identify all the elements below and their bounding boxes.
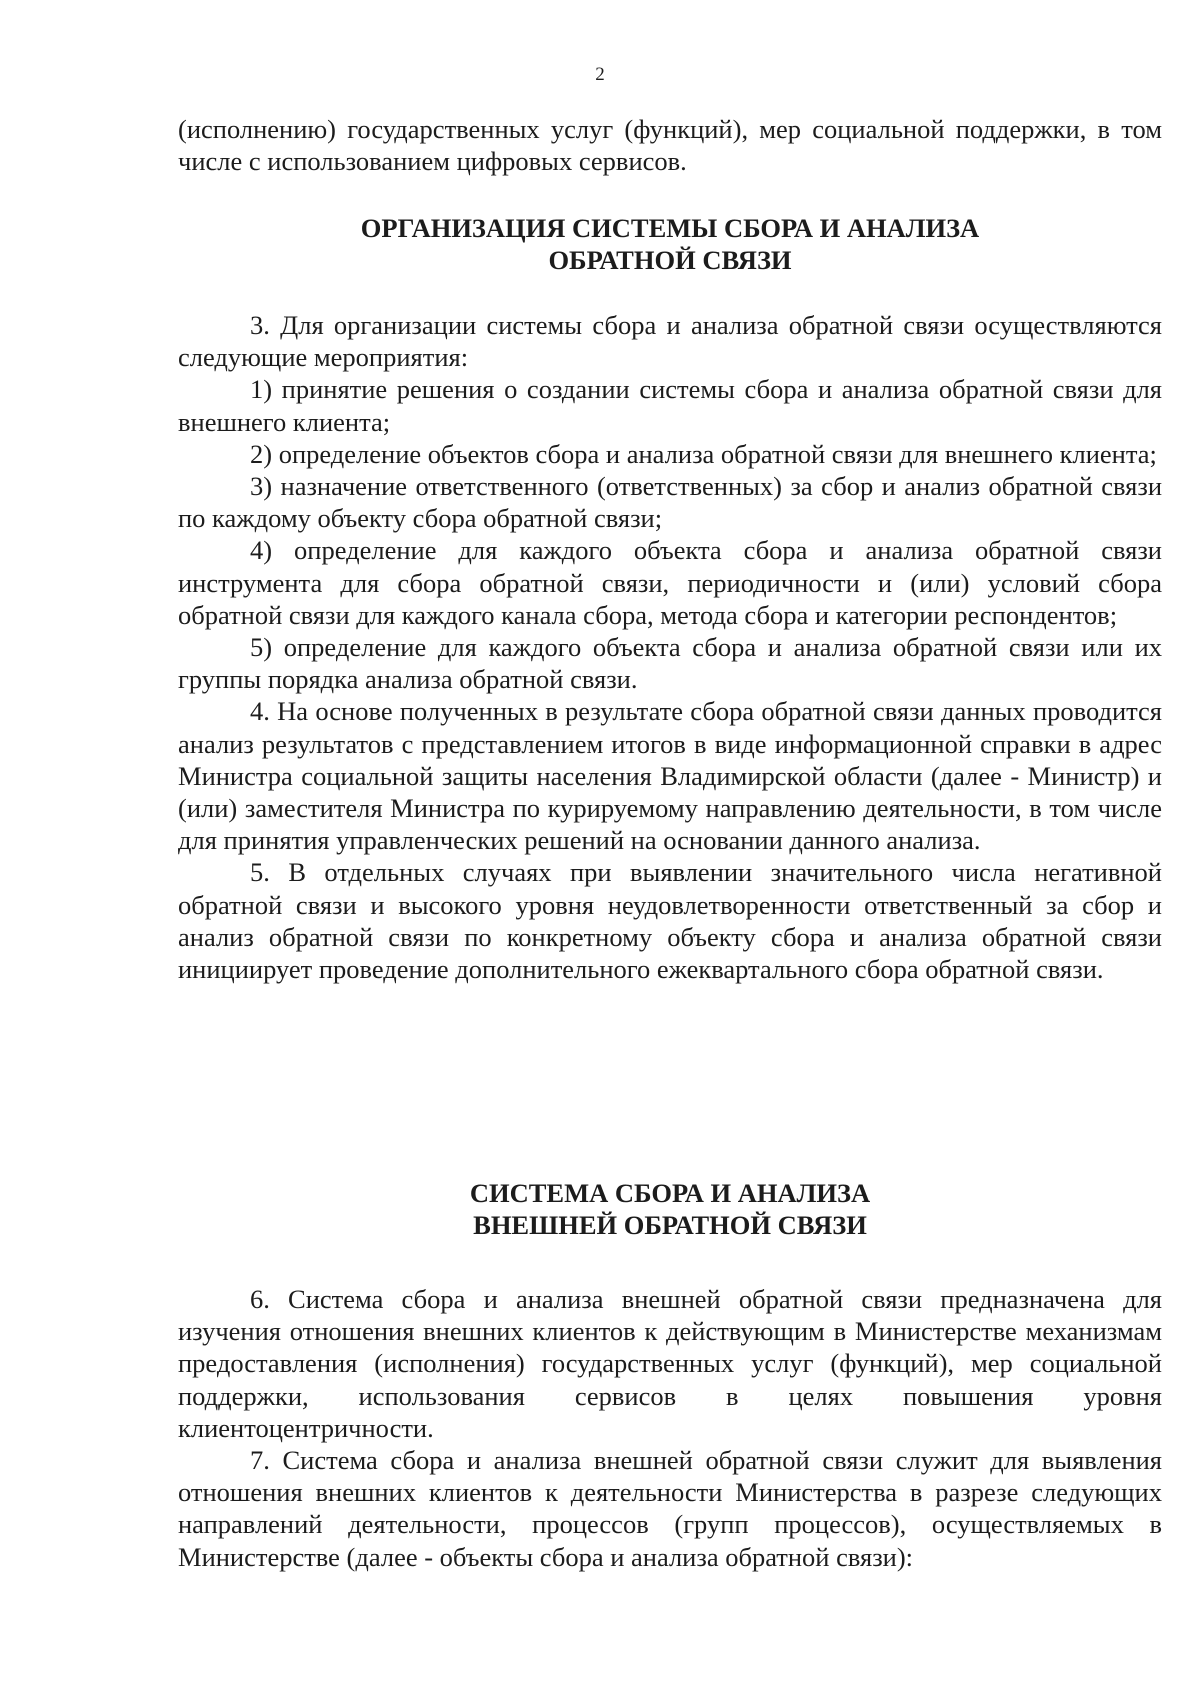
list-item-2: 2) определение объектов сбора и анализа обратной связи для внешнего клиента; <box>250 438 1157 469</box>
heading-line: ОБРАТНОЙ СВЯЗИ <box>548 245 792 275</box>
list-item-3: 3) назначение ответственного (ответственных) за сбор и анализ обратной связи по каждому объекту сбора обратной связи; <box>178 471 1162 534</box>
intro-paragraph: (исполнению) государственных услуг (функций), мер социальной поддержки, в том числе с использованием цифровых сервисов. <box>178 114 1162 177</box>
list-item-1: 1) принятие решения о создании системы сбора и анализа обратной связи для внешнего клиента; <box>178 374 1162 437</box>
paragraph-item-7: 7. Система сбора и анализа внешней обратной связи служит для выявления отношения внешних клиентов к деятельности Министерства в разрезе следующих направлений деятельности, процессов (групп процессов), осуществляемых в Министерстве (далее - объекты сбора и анализа обратной связи): <box>178 1445 1162 1572</box>
paragraph-item-5: 5. В отдельных случаях при выявлении значительного числа негативной обратной связи и высокого уровня неудовлетворенности ответственный за сбор и анализ обратной связи по конкретному объекту сбора и анализа обратной связи инициирует проведение дополнительного ежеквартального сбора обратной связи. <box>178 857 1162 985</box>
list-item-5: 5) определение для каждого объекта сбора и анализа обратной связи или их группы порядка анализа обратной связи. <box>178 632 1162 695</box>
intro-block <box>178 113 1162 177</box>
section-heading-organization <box>178 212 1162 276</box>
section-organization-body <box>178 309 1162 985</box>
paragraph-item-3: 3. Для организации системы сбора и анализа обратной связи осуществляются следующие мероприятия: <box>178 310 1162 373</box>
section-heading-external-feedback <box>178 1177 1162 1241</box>
paragraph-item-6: 6. Система сбора и анализа внешней обратной связи предназначена для изучения отношения внешних клиентов к действующим в Министерстве механизмам предоставления (исполнения) государственных услуг (функций), мер социальной поддержки, использования сервисов в целях повышения уровня клиентоцентричности. <box>178 1284 1162 1443</box>
heading-line: ВНЕШНЕЙ ОБРАТНОЙ СВЯЗИ <box>473 1210 867 1240</box>
heading-line: ОРГАНИЗАЦИЯ СИСТЕМЫ СБОРА И АНАЛИЗА <box>360 213 980 243</box>
list-item-4: 4) определение для каждого объекта сбора и анализа обратной связи инструмента для сбора обратной связи, периодичности и (или) условий сбора обратной связи для каждого канала сбора, метода сбора и категории респондентов; <box>178 535 1162 630</box>
page-number: 2 <box>595 64 605 85</box>
heading-line: СИСТЕМА СБОРА И АНАЛИЗА <box>469 1178 871 1208</box>
paragraph-item-4: 4. На основе полученных в результате сбора обратной связи данных проводится анализ результатов с представлением итогов в виде информационной справки в адрес Министра социальной защиты населения Владимирской области (далее - Министр) и (или) заместителя Министра по курируемому направлению деятельности, в том числе для принятия управленческих решений на основании данного анализа. <box>178 696 1162 856</box>
section-external-feedback-body <box>178 1283 1162 1573</box>
